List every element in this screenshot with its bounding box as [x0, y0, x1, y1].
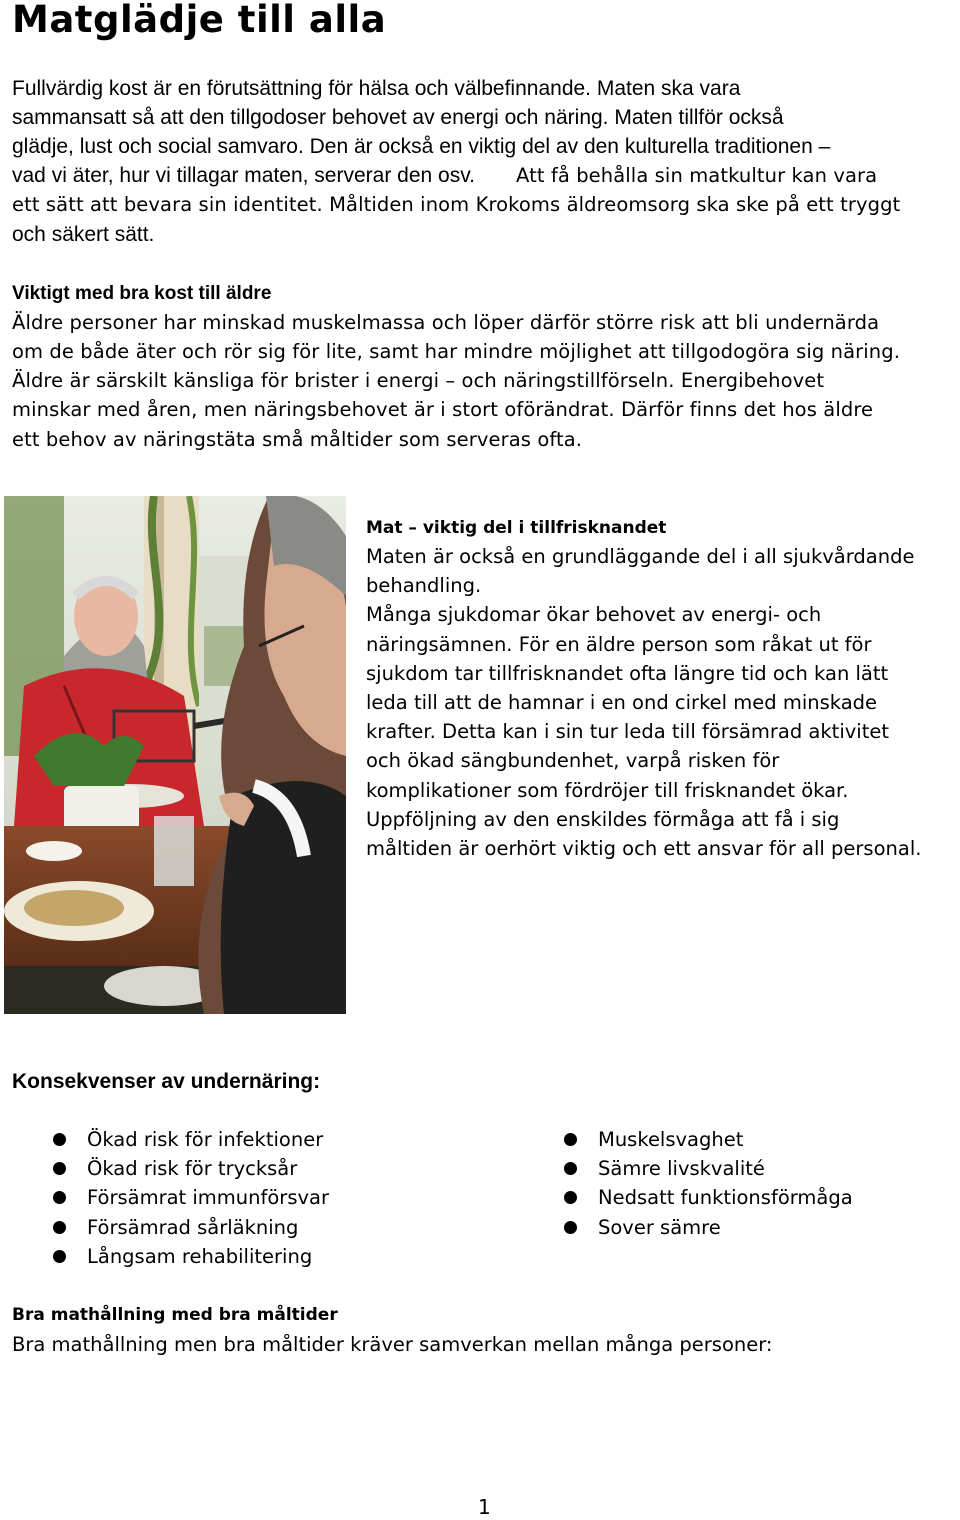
list-item: Långsam rehabilitering — [53, 1242, 329, 1271]
list-item: Ökad risk för trycksår — [53, 1154, 329, 1183]
bullet-icon — [53, 1221, 66, 1234]
section-line: minskar med åren, men näringsbehovet är i stort oförändrat. Därför finns det hos äldre — [12, 398, 874, 421]
bullet-icon — [564, 1162, 577, 1175]
page-title: Matglädje till alla — [12, 0, 387, 41]
bullet-list-right — [564, 1125, 853, 1242]
bullet-icon — [564, 1221, 577, 1234]
section-line: leda till att de hamnar i en ond cirkel med minskade — [366, 691, 878, 715]
list-item: Försämrat immunförsvar — [53, 1183, 329, 1212]
section-line: sjukdom tar tillfrisknandet ofta längre tid och kan lätt — [366, 661, 889, 685]
list-item: Sämre livskvalité — [564, 1154, 853, 1183]
list-item: Försämrad sårläkning — [53, 1213, 329, 1242]
section-line: Maten är också en grundläggande del i all sjukvårdande — [366, 545, 915, 568]
intro-line: Att få behålla sin matkultur kan vara — [516, 164, 878, 187]
intro-line: vad vi äter, hur vi tillagar maten, serverar den osv. — [12, 164, 475, 187]
section-heading: Mat – viktig del i tillfrisknandet — [366, 518, 667, 538]
intro-line: och säkert sätt. — [12, 223, 155, 246]
section-heading: Konsekvenser av undernäring: — [12, 1070, 321, 1093]
section-line: behandling. — [366, 574, 482, 598]
section-line: måltiden är oerhört viktig och ett ansvar för all personal. — [366, 837, 922, 861]
list-item: Ökad risk för infektioner — [53, 1125, 329, 1154]
section-line: om de både äter och rör sig för lite, samt har mindre möjlighet att tillgodogöra sig näring. — [12, 340, 901, 363]
list-item: Muskelsvaghet — [564, 1125, 853, 1154]
bullet-icon — [53, 1133, 66, 1146]
section-line: Äldre personer har minskad muskelmassa och löper därför större risk att bli undernärda — [12, 311, 880, 334]
bullet-icon — [564, 1191, 577, 1204]
section-line: komplikationer som fördröjer till frisknandet ökar. — [366, 778, 849, 802]
section-heading: Bra mathållning med bra måltider — [12, 1305, 338, 1325]
section-line: krafter. Detta kan i sin tur leda till försämrad aktivitet — [366, 720, 889, 744]
page-number: 1 — [478, 1495, 491, 1519]
section-mat-text — [366, 542, 960, 863]
section-line: Äldre är särskilt känsliga för brister i energi – och näringstillförseln. Energibehovet — [12, 369, 825, 392]
section-line: och ökad sängbundenhet, varpå risken för — [366, 749, 780, 773]
bullet-icon — [53, 1191, 66, 1204]
section-line: Uppföljning av den enskildes förmåga att få i sig — [366, 807, 840, 831]
section-line: Många sjukdomar ökar behovet av energi- och — [366, 603, 822, 627]
section-heading: Viktigt med bra kost till äldre — [12, 283, 272, 304]
list-item: Sover sämre — [564, 1213, 853, 1242]
intro-line: glädje, lust och social samvaro. Den är också en viktig del av den kulturella traditionen – — [12, 135, 831, 158]
section-text: Bra mathållning men bra måltider kräver samverkan mellan många personer: — [12, 1333, 773, 1356]
elderly-dining-photo — [4, 496, 346, 1014]
photo-illustration — [4, 496, 346, 1014]
bullet-icon — [53, 1250, 66, 1263]
bullet-icon — [53, 1162, 66, 1175]
intro-line: Fullvärdig kost är en förutsättning för hälsa och välbefinnande. Maten ska vara — [12, 77, 741, 100]
list-item: Nedsatt funktionsförmåga — [564, 1183, 853, 1212]
bullet-list-left — [53, 1125, 329, 1271]
section-line: ett behov av näringstäta små måltider som serveras ofta. — [12, 428, 583, 451]
intro-line: ett sätt att bevara sin identitet. Måltiden inom Krokoms äldreomsorg ska ske på ett tryggt — [12, 193, 901, 216]
intro-line: sammansatt så att den tillgodoser behovet av energi och näring. Maten tillför också — [12, 106, 784, 129]
bullet-icon — [564, 1133, 577, 1146]
section-line: näringsämnen. För en äldre person som råkat ut för — [366, 632, 872, 656]
